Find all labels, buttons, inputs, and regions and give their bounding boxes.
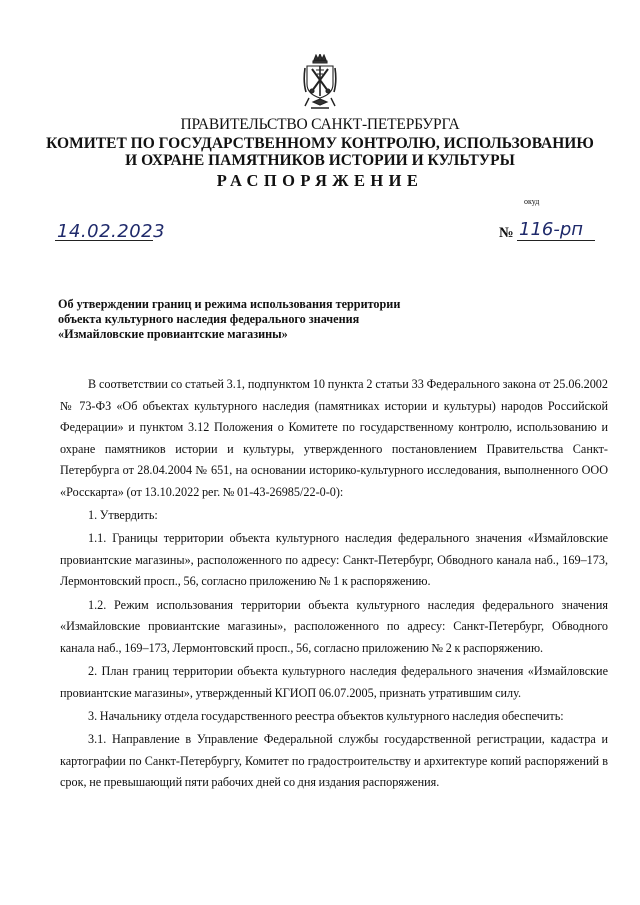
clause-1-2: 1.2. Режим использования территории объекта культурного наследия федерального значения «Измайловские провиантские магазины», расположенного по адресу: Санкт-Петербург, Обводного канала наб., 169–173, Лермонтовский просп., 56, согласно приложению № 2 к распоряжению. bbox=[60, 597, 608, 655]
document-type-heading: РАСПОРЯЖЕНИЕ bbox=[216, 171, 424, 190]
committee-name-line-2: И ОХРАНЕ ПАМЯТНИКОВ ИСТОРИИ И КУЛЬТУРЫ bbox=[125, 152, 515, 169]
handwritten-document-number: 116-рп bbox=[519, 219, 584, 240]
government-name: ПРАВИТЕЛЬСТВО САНКТ-ПЕТЕРБУРГА bbox=[180, 116, 460, 133]
number-underline bbox=[517, 240, 595, 241]
clause-2: 2. План границ территории объекта культурного наследия федерального значения «Измайловские провиантские магазины», утвержденный КГИОП 06.07.2005, признать утратившим силу. bbox=[60, 664, 608, 700]
clause-1: 1. Утвердить: bbox=[88, 508, 158, 522]
order-title-line: «Измайловские провиантские магазины» bbox=[58, 327, 288, 341]
order-title-line: Об утверждении границ и режима использования территории bbox=[58, 297, 401, 311]
coat-of-arms-emblem bbox=[303, 54, 337, 112]
clause-3-1: 3.1. Направление в Управление Федеральной службы государственной регистрации, кадастра и картографии по Санкт-Петербургу, Комитет по градостроительству и архитектуре копий распоряжений в срок, не превышающий пяти рабочих дней со дня издания распоряжения. bbox=[60, 732, 608, 789]
order-title-line: объекта культурного наследия федерального значения bbox=[58, 312, 360, 326]
preamble-paragraph: В соответствии со статьей 3.1, подпунктом 10 пункта 2 статьи 33 Федерального закона от 25.06.2002 № 73-ФЗ «Об объектах культурного наследия (памятниках истории и культуры) народов Российской Федерации» и пунктом 3.12 Положения о Комитете по государственному контролю, использованию и охране памятников истории и культуры, утвержденного постановлением Правительства Санкт-Петербурга от 28.04.2004 № 651, на основании историко-культурного исследования, выполненного ООО «Росскарта» (от 13.10.2022 рег. № 01-43-26985/22-0-0): bbox=[60, 377, 608, 499]
date-underline bbox=[55, 240, 153, 241]
order-body bbox=[60, 374, 608, 795]
okud-label: окуд bbox=[524, 197, 540, 206]
number-sign: № bbox=[499, 225, 514, 241]
order-title bbox=[58, 297, 478, 342]
handwritten-date: 14.02.2023 bbox=[57, 221, 166, 242]
committee-name-line-1: КОМИТЕТ ПО ГОСУДАРСТВЕННОМУ КОНТРОЛЮ, ИСПОЛЬЗОВАНИЮ bbox=[46, 135, 594, 152]
clause-1-1: 1.1. Границы территории объекта культурного наследия федерального значения «Измайловские провиантские магазины», расположенного по адресу: Санкт-Петербург, Обводного канала наб., 169–173, Лермонтовский просп., 56, согласно приложению № 1 к распоряжению. bbox=[60, 531, 608, 588]
clause-3: 3. Начальнику отдела государственного реестра объектов культурного наследия обеспечить: bbox=[88, 709, 564, 723]
